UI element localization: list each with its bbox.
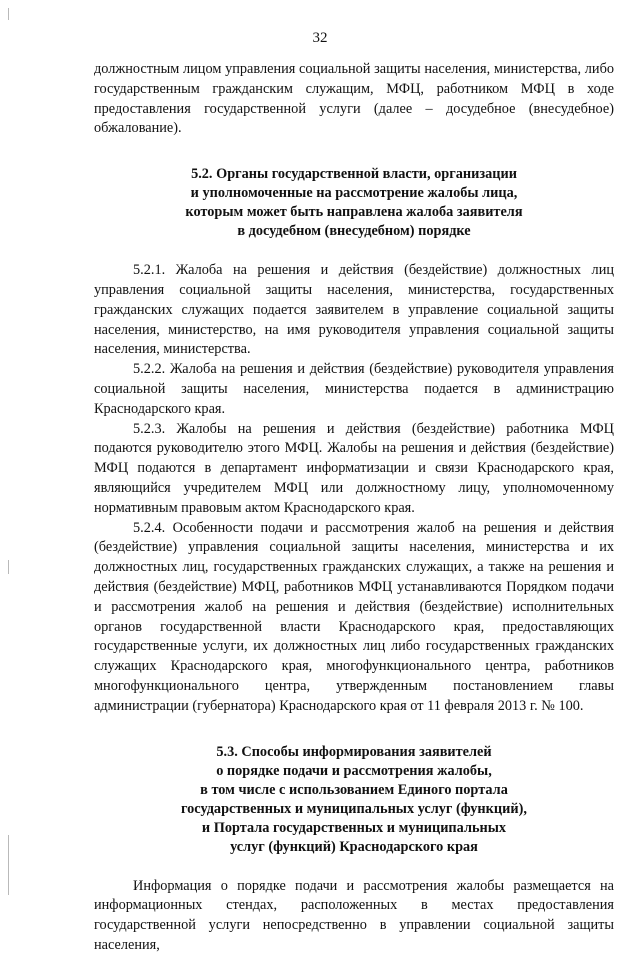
paragraph-5-2-2: 5.2.2. Жалоба на решения и действия (бездействие) руководителя управления социальной защиты населения, министерства подается в администрацию Краснодарского края. [94, 361, 614, 417]
paragraph-5-3-1: Информация о порядке подачи и рассмотрения жалобы размещается на информационных стендах, расположенных в местах предоставления государственной услуги непосредственно в управлении социальной защиты населения, [94, 877, 614, 953]
scan-edge-mark-bottom [8, 835, 9, 895]
section-5-2-heading [94, 165, 614, 241]
heading-line: и Портала государственных и муниципальных [201, 819, 507, 836]
heading-line: 5.2. Органы государственной власти, организации [191, 166, 517, 183]
heading-line: государственных и муниципальных услуг (функций), [181, 800, 527, 817]
heading-line: и уполномоченные на рассмотрение жалобы лица, [190, 185, 518, 202]
page-number: 32 [312, 30, 328, 46]
heading-line: в досудебном (внесудебном) порядке [237, 223, 471, 240]
scan-edge-mark-middle [8, 560, 9, 574]
heading-line: которым может быть направлена жалоба заявителя [185, 204, 523, 221]
heading-line: 5.3. Способы информирования заявителей [216, 743, 492, 760]
heading-line: услуг (функций) Краснодарского края [230, 838, 478, 855]
document-body [94, 60, 614, 956]
section-5-3-heading [94, 743, 614, 857]
paragraph-5-2-4: 5.2.4. Особенности подачи и рассмотрения жалоб на решения и действия (бездействие) управления социальной защиты населения, министерства и их должностных лиц, государственных гражданских служащих, а также на решения и действия (бездействие) МФЦ, работников МФЦ устанавливаются Порядком подачи и рассмотрения жалоб на решения и действия (бездействие) исполнительных органов государственной власти Краснодарского края, предоставляющих государственные услуги, их должностных лиц либо государственных гражданских служащих Краснодарского края, многофункционального центра, работников многофункционального центра, утвержденным постановлением главы администрации (губернатора) Краснодарского края от 11 февраля 2013 г. № 100. [94, 519, 614, 714]
heading-line: в том числе с использованием Единого портала [200, 781, 508, 798]
heading-line: о порядке подачи и рассмотрения жалобы, [216, 762, 492, 779]
paragraph-5-2-3: 5.2.3. Жалобы на решения и действия (бездействие) работника МФЦ подаются руководителю этого МФЦ. Жалобы на решения и действия (бездействие) МФЦ подаются в департамент информатизации и связи Краснодарского края, являющийся учредителем МФЦ или должностному лицу, уполномоченному нормативным правовым актом Краснодарского края. [94, 420, 614, 516]
scan-edge-mark-top [8, 8, 9, 20]
intro-paragraph: должностным лицом управления социальной защиты населения, министерства, либо государственным гражданским служащим, МФЦ, работником МФЦ в ходе предоставления государственной услуги (далее – досудебное (внесудебное) обжалование). [94, 61, 614, 137]
paragraph-5-2-1: 5.2.1. Жалоба на решения и действия (бездействие) должностных лиц управления социальной защиты населения, министерства, государственных гражданских служащих подается заявителем в управление социальной защиты населения, министерство, на имя руководителя управления социальной защиты населения, министерства. [94, 262, 614, 358]
